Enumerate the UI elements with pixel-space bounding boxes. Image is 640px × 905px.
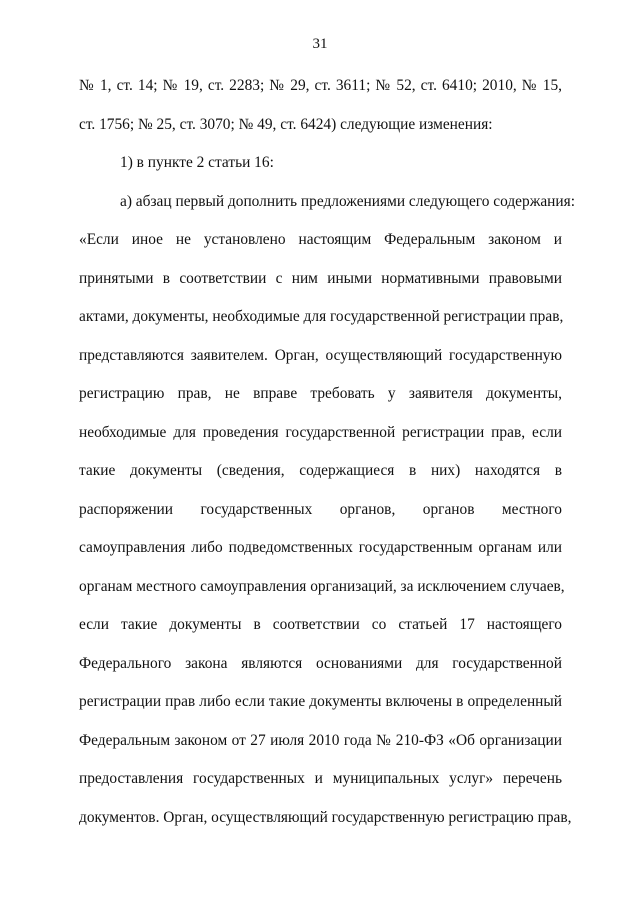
text-line: необходимые для проведения государственной регистрации прав, если <box>79 423 562 441</box>
text-line: «Если иное не установлено настоящим Федеральным законом и <box>79 231 562 248</box>
text-line: 1) в пункте 2 статьи 16: <box>120 154 274 171</box>
text-line: органам местного самоуправления организаций, за исключением случаев, <box>79 577 565 595</box>
document-body <box>79 76 575 846</box>
text-line: представляются заявителем. Орган, осуществляющий государственную <box>79 346 562 364</box>
text-line: а) абзац первый дополнить предложениями следующего содержания: <box>120 192 575 210</box>
text-line: документов. Орган, осуществляющий государственную регистрацию прав, <box>79 808 572 826</box>
text-line: распоряжении государственных органов, органов местного <box>79 500 562 518</box>
text-line: № 1, ст. 14; № 19, ст. 2283; № 29, ст. 3611; № 52, ст. 6410; 2010, № 15, <box>79 77 562 94</box>
text-line: предоставления государственных и муниципальных услуг» перечень <box>79 770 562 787</box>
text-line: актами, документы, необходимые для государственной регистрации прав, <box>79 308 564 325</box>
text-line: самоуправления либо подведомственных государственным органам или <box>79 539 562 556</box>
text-line: Федерального закона являются основаниями для государственной <box>79 654 562 672</box>
text-line: такие документы (сведения, содержащиеся в них) находятся в <box>79 462 562 479</box>
text-line: Федеральным законом от 27 июля 2010 года № 210-ФЗ «Об организации <box>79 731 562 749</box>
page-number: 31 <box>312 36 328 52</box>
text-line: если такие документы в соответствии со статьей 17 настоящего <box>79 616 562 633</box>
text-line: регистрацию прав, не вправе требовать у заявителя документы, <box>79 385 562 402</box>
text-line: регистрации прав либо если такие документы включены в определенный <box>79 693 562 710</box>
text-line: принятыми в соответствии с ним иными нормативными правовыми <box>79 269 562 287</box>
text-line: ст. 1756; № 25, ст. 3070; № 49, ст. 6424) следующие изменения: <box>79 115 493 133</box>
